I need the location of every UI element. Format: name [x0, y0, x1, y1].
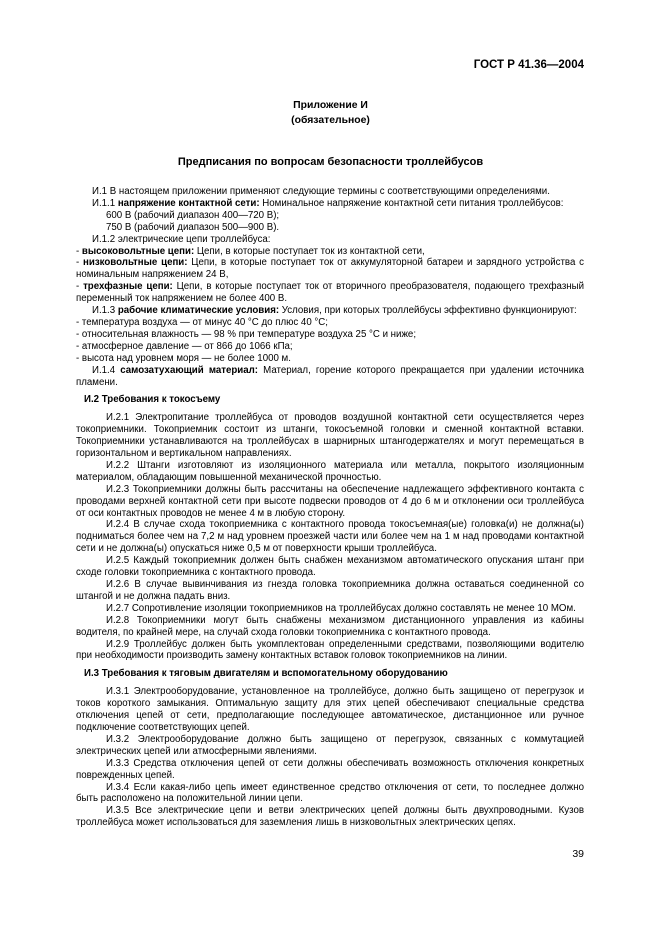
climate-altitude: - высота над уровнем моря — не более 1000 м.: [76, 352, 291, 364]
paragraph-i27: И.2.7 Сопротивление изоляции токоприемников на троллейбусах должно составлять не менее 10 МОм.: [106, 602, 576, 614]
annex-heading: [0, 98, 661, 128]
paragraph-i11: И.1.1 напряжение контактной сети: Номинальное напряжение контактной сети питания троллейбусов:: [92, 197, 564, 209]
paragraph-i14: И.1.4 самозатухающий материал: Материал, горение которого прекращается при удалении источника пламени.: [76, 364, 584, 388]
annex-title: Предписания по вопросам безопасности троллейбусов: [177, 156, 484, 168]
section-heading-i2: И.2 Требования к токосъему: [84, 394, 221, 406]
paragraph-i29: И.2.9 Троллейбус должен быть укомплектован определенными средствами, позволяющими водителю при необходимости производить замену контактных вставок головок токоприемников на линии.: [76, 638, 584, 662]
three-phase-circuits: - трехфазные цепи: Цепи, в которые поступает ток от вторичного преобразователя, подающего трехфазный переменный ток напряжением не более 400 В.: [76, 281, 584, 305]
climate-pressure: - атмосферное давление — от 866 до 1066 кПа;: [76, 340, 293, 352]
voltage-600: 600 В (рабочий диапазон 400—720 В);: [106, 209, 280, 221]
climate-temperature: - температура воздуха — от минус 40 °С до плюс 40 °С;: [76, 316, 328, 328]
body-text: [76, 186, 584, 829]
paragraph-i32: И.3.2 Электрооборудование должно быть защищено от перегрузок, связанных с коммутацией электрических цепей или атмосферными явлениями.: [76, 733, 584, 757]
paragraph-i22: И.2.2 Штанги изготовляют из изоляционного материала или металла, покрытого изоляционным материалом, обладающим повышенной механической прочностью.: [76, 459, 584, 483]
paragraph-i23: И.2.3 Токоприемники должны быть рассчитаны на обеспечение надлежащего эффективного контакта с проводами верхней контактной сети при высоте подвески проводов от 4 до 6 м и отклонении оси троллейбуса от оси контактных проводов не менее 4 м в любую сторону.: [76, 483, 584, 519]
paragraph-i33: И.3.3 Средства отключения цепей от сети должны обеспечивать возможность отключения конкретных поврежденных цепей.: [76, 757, 584, 781]
paragraph-i1: И.1 В настоящем приложении применяют следующие термины с соответствующими определениями.: [92, 186, 550, 197]
document-code: ГОСТ Р 41.36—2004: [473, 59, 584, 71]
paragraph-i31: И.3.1 Электрооборудование, установленное на троллейбусе, должно быть защищено от перегрузок и токов короткого замыкания. Оптимальную защиту для этих цепей обеспечивают специальные средства отключения цепей от сети, предполагающие последующее автоматическое, дистанционное или ручное подключение соответствующих цепей.: [76, 686, 584, 733]
paragraph-i12: И.1.2 электрические цепи троллейбуса:: [92, 233, 271, 245]
paragraph-i26: И.2.6 В случае вывинчивания из гнезда головка токоприемника должна оставаться соединенной со штангой и не должна падать вниз.: [76, 579, 584, 602]
section-heading-i3: И.3 Требования к тяговым двигателям и вспомогательному оборудованию: [84, 668, 448, 680]
page-number: 39: [572, 848, 584, 860]
paragraph-i21: И.2.1 Электропитание троллейбуса от проводов воздушной контактной сети осуществляется через токоприемники. Токоприемник состоит из штанги, токосъемной головки и сменной контактной вставки. Токоприемники устанавливаются на троллейбусах в шарнирных штангодержателях и могут перемещаться в горизонтальном и вертикальном направлениях.: [76, 412, 584, 460]
climate-humidity: - относительная влажность — 98 % при температуре воздуха 25 °С и ниже;: [76, 328, 417, 340]
paragraph-i25: И.2.5 Каждый токоприемник должен быть снабжен механизмом автоматического опускания штанг при сходе головки токоприемника с контактного провода.: [76, 555, 584, 579]
paragraph-i28: И.2.8 Токоприемники могут быть снабжены механизмом дистанционного управления из кабины водителя, по крайней мере, на случай схода головки токоприемника с контактного провода.: [76, 614, 584, 638]
paragraph-i35: И.3.5 Все электрические цепи и ветви электрических цепей должны быть двухпроводными. Кузов троллейбуса может использоваться для заземления лишь в низковольтных электрических цепях.: [76, 805, 584, 829]
annex-label: Приложение И: [293, 100, 368, 111]
high-voltage-circuits: - высоковольтные цепи: Цепи, в которые поступает ток из контактной сети,: [76, 245, 425, 257]
paragraph-i24: И.2.4 В случае схода токоприемника с контактного провода токосъемная(ые) головка(и) не должна(ы) подниматься более чем на 7,2 м над уровнем проезжей части или более чем на 1 м над проводами контактной сети и не должна(ы) опускаться ниже 0,5 м от поверхности крыши троллейбуса.: [76, 519, 584, 555]
annex-status: (обязательное): [291, 115, 370, 126]
voltage-750: 750 В (рабочий диапазон 500—900 В).: [106, 221, 280, 233]
paragraph-i34: И.3.4 Если какая-либо цепь имеет единственное средство отключения от сети, то последнее должно быть расположено на положительной линии цепи.: [76, 781, 584, 805]
paragraph-i13: И.1.3 рабочие климатические условия: Условия, при которых троллейбусы эффективно функционируют:: [92, 305, 577, 317]
low-voltage-circuits: - низковольтные цепи: Цепи, в которые поступает ток от аккумуляторной батареи и зарядного устройства с номинальным напряжением 24 В,: [76, 257, 584, 281]
